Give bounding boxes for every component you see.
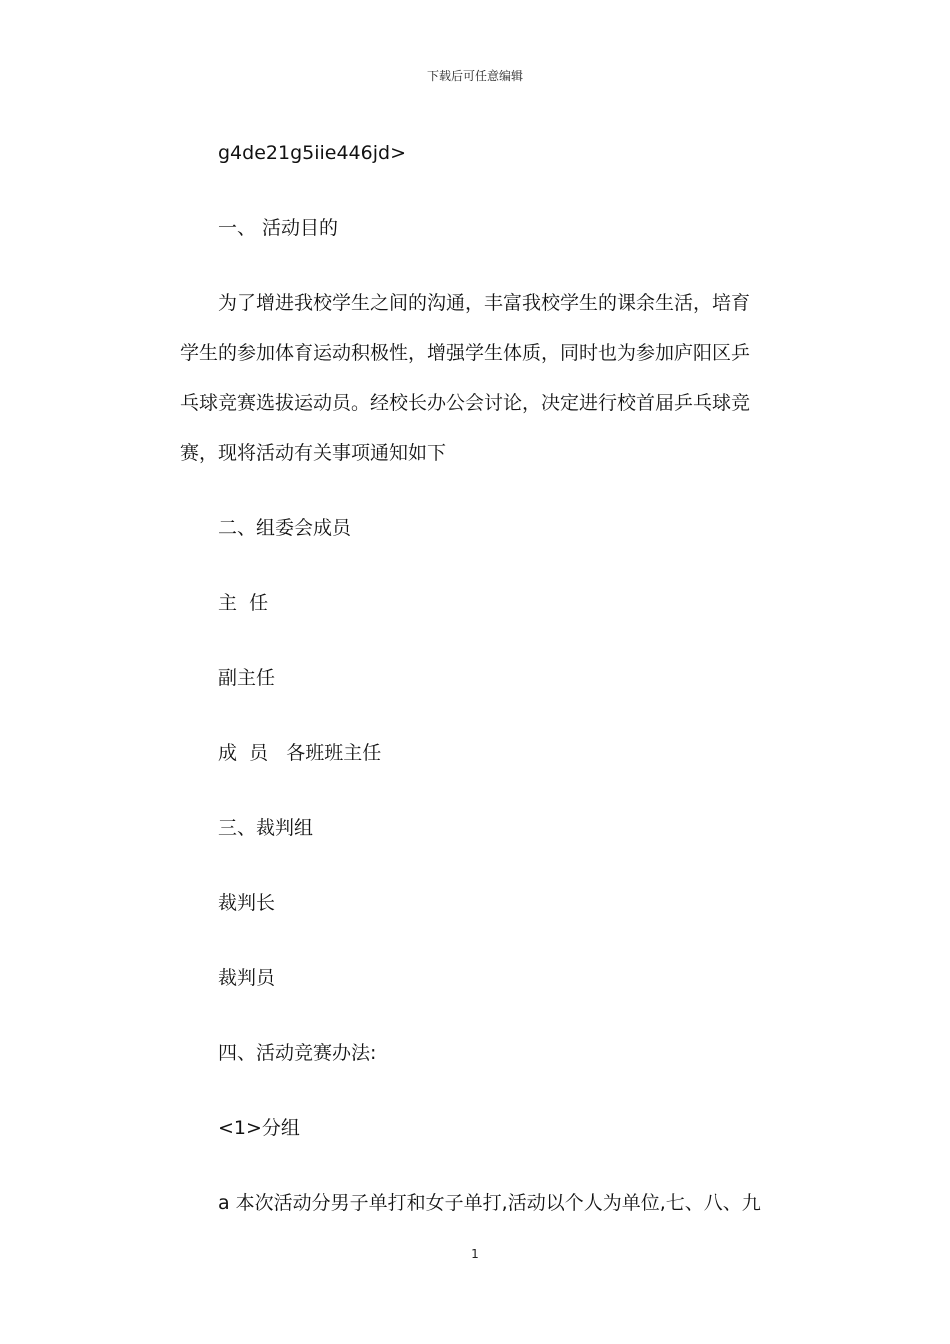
page-header: 下载后可任意编辑 — [426, 69, 523, 83]
subsection-heading-1: <1>分组 — [218, 1117, 300, 1139]
section-heading-4: 四、活动竞赛办法: — [218, 1042, 377, 1064]
deputy-director-label: 副主任 — [218, 667, 276, 689]
page-number: 1 — [471, 1247, 479, 1261]
members-label: 成 员 各班班主任 — [218, 742, 382, 764]
referee-label: 裁判员 — [218, 967, 276, 989]
director-label: 主 任 — [218, 592, 269, 614]
paragraph-line: a 本次活动分男子单打和女子单打,活动以个人为单位,七、八、九 — [218, 1192, 761, 1214]
chief-referee-label: 裁判长 — [218, 892, 276, 914]
paragraph-line: 学生的参加体育运动积极性，增强学生体质，同时也为参加庐阳区乒 — [180, 342, 751, 364]
section-heading-3: 三、裁判组 — [218, 817, 314, 839]
paragraph-line: 赛，现将活动有关事项通知如下 — [180, 442, 447, 464]
paragraph-line: 乓球竞赛选拔运动员。经校长办公会讨论，决定进行校首届乒乓球竞 — [180, 392, 751, 414]
section-heading-2: 二、组委会成员 — [218, 517, 352, 539]
document-code: g4de21g5iie446jd> — [218, 142, 406, 164]
document-body — [180, 128, 770, 1228]
paragraph-line: 为了增进我校学生之间的沟通，丰富我校学生的课余生活，培育 — [218, 292, 751, 314]
section-heading-1: 一、 活动目的 — [218, 217, 339, 239]
